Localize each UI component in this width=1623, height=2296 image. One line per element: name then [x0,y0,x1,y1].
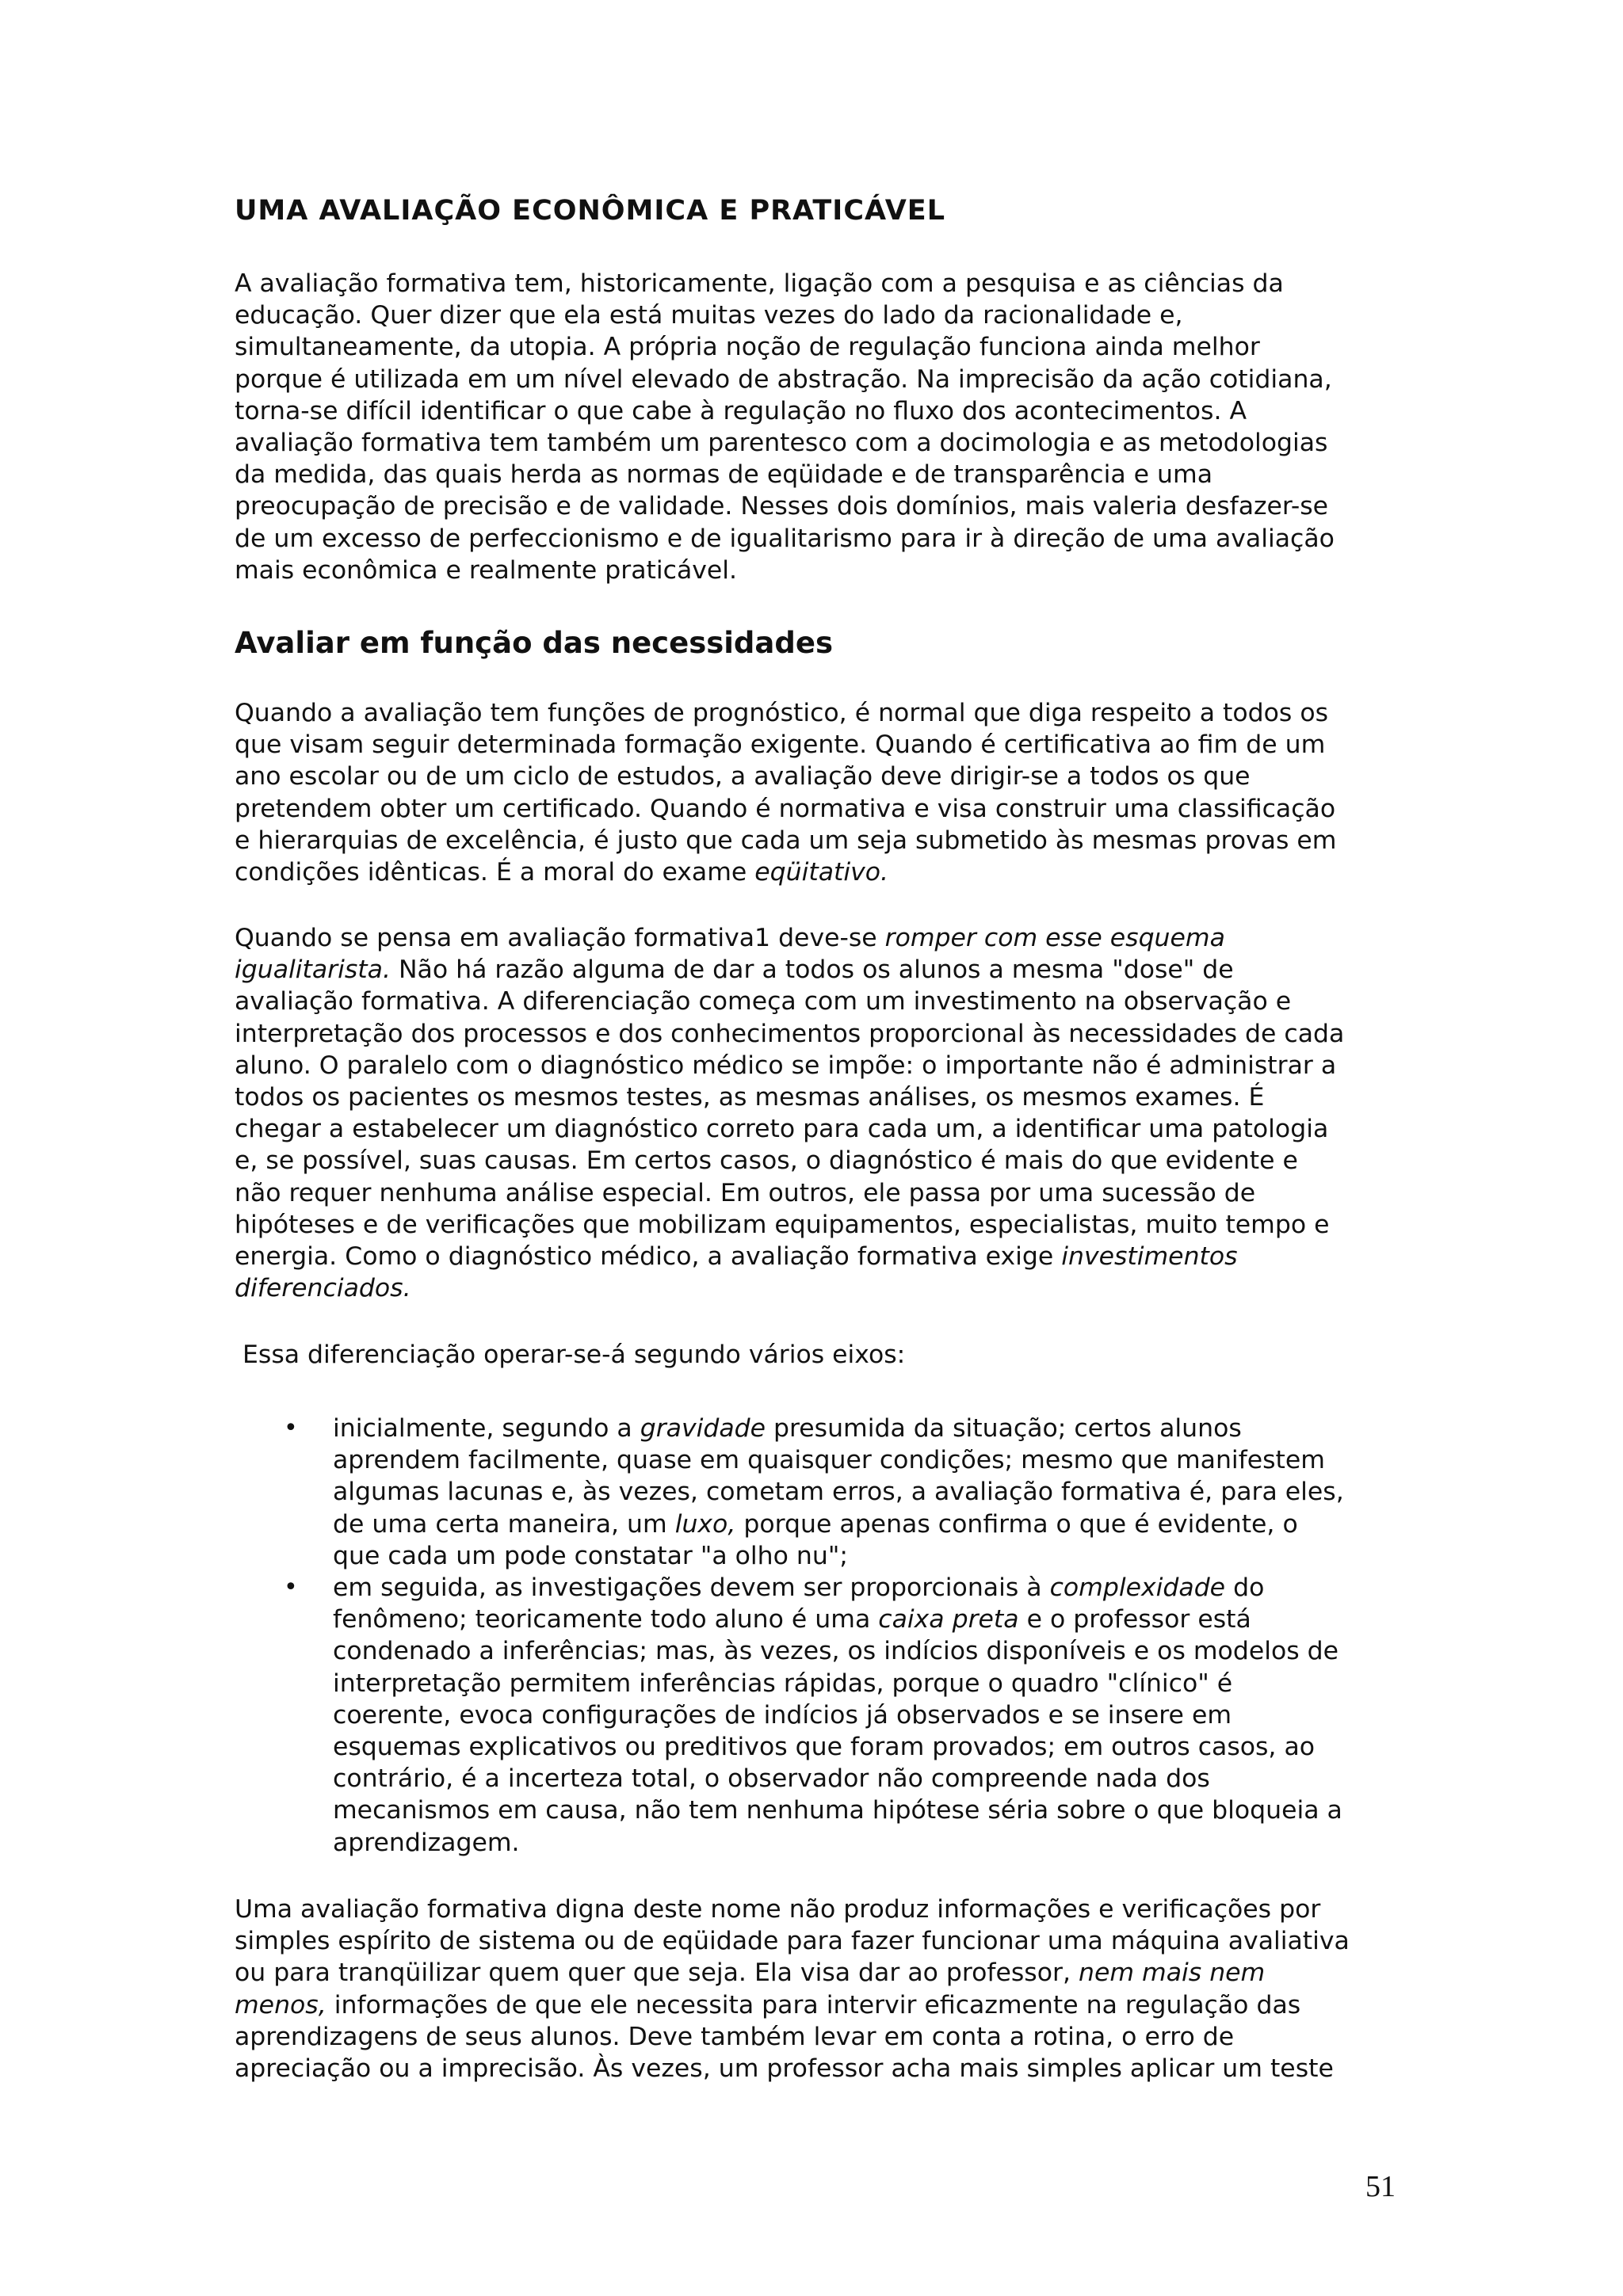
bullet-icon: • [284,1573,298,1602]
list-item: • inicialmente, segundo a gravidade presumida da situação; certos alunos aprendem facilmente, quase em quaisquer condições; mesmo que manifestem algumas lacunas e, às vezes, cometam erros, a avaliação formativa é, para eles, de uma certa maneira, um luxo, porque apenas confirma o que é evidente, o que cada um pode constatar "a olho nu"; [284,1414,1344,1570]
page-number: 51 [1365,2170,1396,2203]
list-item: • em seguida, as investigações devem ser proporcionais à complexidade do fenômeno; teoricamente todo aluno é uma caixa preta e o professor está condenado a inferências; mas, às vezes, os indícios disponíveis e os modelos de interpretação permitem inferências rápidas, porque o quadro "clínico" é coerente, evoca configurações de indícios já observados e se insere em esquemas explicativos ou preditivos que foram provados; em outros casos, ao contrário, é a incerteza total, o observador não compreende nada dos mecanismos em causa, não tem nenhuma hipótese séria sobre o que bloqueia a aprendizagem. [284,1573,1342,1857]
subheading: Avaliar em função das necessidades [235,626,833,660]
paragraph-3: Quando se pensa em avaliação formativa1 deve-se romper com esse esquema igualitarista. Não há razão alguma de dar a todos os alunos a mesma "dose" de avaliação formativa. A diferenciação começa com um investimento na observação e interpretação dos processos e dos conhecimentos proporcional às necessidades de cada aluno. O paralelo com o diagnóstico médico se impõe: o importante não é administrar a todos os pacientes os mesmos testes, as mesmas análises, os mesmos exames. É chegar a estabelecer um diagnóstico correto para cada um, a identificar uma patologia e, se possível, suas causas. Em certos casos, o diagnóstico é mais do que evidente e não requer nenhuma análise especial. Em outros, ele passa por uma sucessão de hipóteses e de verificações que mobilizam equipamentos, especialistas, muito tempo e energia. Como o diagnóstico médico, a avaliação formativa exige investimentos diferenciados. [235,924,1345,1303]
bullet-list [235,1413,1400,1859]
paragraph-1: A avaliação formativa tem, historicamente, ligação com a pesquisa e as ciências da educação. Quer dizer que ela está muitas vezes do lado da racionalidade e, simultaneamente, da utopia. A própria noção de regulação funciona ainda melhor porque é utilizada em um nível elevado de abstração. Na imprecisão da ação cotidiana, torna-se difícil identificar o que cabe à regulação no fluxo dos acontecimentos. A avaliação formativa tem também um parentesco com a docimologia e as metodologias da medida, das quais herda as normas de eqüidade e de transparência e uma preocupação de precisão e de validade. Nesses dois domínios, mais valeria desfazer-se de um excesso de perfeccionismo e de igualitarismo para ir à direção de uma avaliação mais econômica e realmente praticável. [235,269,1335,585]
bullet-icon: • [284,1414,298,1442]
paragraph-5: Uma avaliação formativa digna deste nome não produz informações e verificações por simples espírito de sistema ou de eqüidade para fazer funcionar uma máquina avaliativa ou para tranqüilizar quem quer que seja. Ela visa dar ao professor, nem mais nem menos, informações de que ele necessita para intervir eficazmente na regulação das aprendizagens de seus alunos. Deve também levar em conta a rotina, o erro de apreciação ou a imprecisão. Às vezes, um professor acha mais simples aplicar um teste [235,1895,1350,2084]
paragraph-4: Essa diferenciação operar-se-á segundo vários eixos: [235,1341,906,1369]
paragraph-2: Quando a avaliação tem funções de prognóstico, é normal que diga respeito a todos os que visam seguir determinada formação exigente. Quando é certificativa ao fim de um ano escolar ou de um ciclo de estudos, a avaliação deve dirigir-se a todos os que pretendem obter um certificado. Quando é normativa e visa construir uma classificação e hierarquias de excelência, é justo que cada um seja submetido às mesmas provas em condições idênticas. É a moral do exame eqüitativo. [235,699,1337,887]
section-title: UMA AVALIAÇÃO ECONÔMICA E PRATICÁVEL [235,195,946,227]
